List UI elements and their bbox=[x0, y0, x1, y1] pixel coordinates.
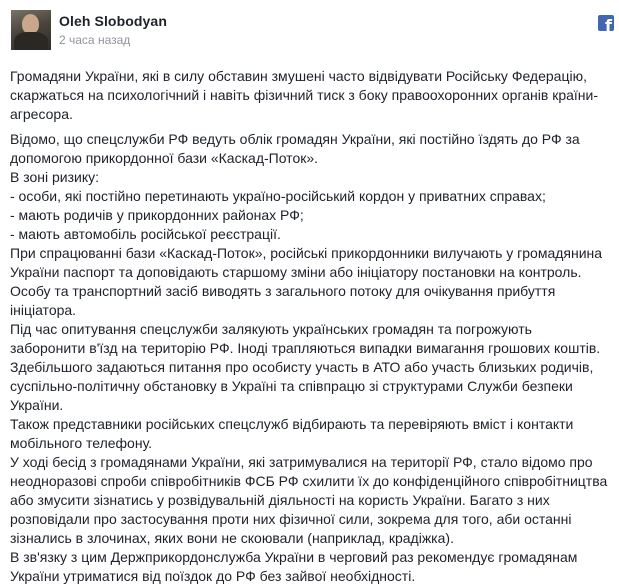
post-line-risk-2: - мають родичів у прикордонних районах РФ; bbox=[10, 207, 304, 223]
post-line-risk-1: - особи, які постійно перетинають україно-російський кордон у приватних справах; bbox=[10, 188, 546, 204]
avatar-body bbox=[14, 32, 48, 50]
author-avatar[interactable] bbox=[11, 10, 51, 50]
post-line-risk-3: - мають автомобіль російської реєстрації. bbox=[10, 226, 281, 242]
avatar-face bbox=[22, 14, 39, 34]
author-name-link[interactable]: Oleh Slobodyan bbox=[59, 13, 167, 29]
post-line-risk-zone: В зоні ризику: bbox=[10, 169, 100, 185]
post-paragraph-intro: Громадяни України, які в силу обставин змушені часто відвідувати Російську Федерацію, скаржаться на психологічний і навіть фізичний тиск з боку правоохоронних органів країни-агресора. bbox=[10, 68, 599, 122]
post-content bbox=[10, 67, 610, 586]
post-line-recommendation: В зв'язку з цим Держприкордонслужба України в черговий раз рекомендує громадянам України утриматися від поїздок до РФ без зайвої необхідності. bbox=[10, 549, 578, 584]
post-line-fsb: У ході бесід з громадянами України, які затримувалися на території РФ, стало відомо про неодноразові спроби співробітників ФСБ РФ схилити їх до конфіденційного співробітництва або змусити зізнатись у розвідувальній діяльності на користь України. Багато з них розповідали про застосування проти них фізичної сили, зокрема для того, аби останні зізнались в злочинах, яких вони не скоювали (наприклад, крадіжка). bbox=[10, 454, 608, 546]
post-line-registry: Відомо, що спецслужби РФ ведуть облік громадян України, які постійно їздять до РФ за допомогою прикордонної бази «Каскад-Поток». bbox=[10, 131, 580, 166]
post-timestamp[interactable]: 2 часа назад bbox=[59, 33, 131, 47]
facebook-icon[interactable]: f bbox=[598, 15, 614, 31]
post-line-phone: Також представники російських спецслужб відбирають та перевіряють вміст і контакти мобільного телефону. bbox=[10, 416, 574, 451]
post-line-passport: При спрацюванні бази «Каскад-Поток», російські прикордонники вилучають у громадянина України паспорт та доповідають старшому зміни або ініціатору постановки на контроль. bbox=[10, 245, 603, 280]
post-line-interrogation: Під час опитування спецслужби залякують українських громадян та погрожують заборонити в'їзд на територію РФ. Іноді трапляються випадки вимагання грошових коштів. Здебільшого задаються питання про особисту участь в АТО або участь близьких родичів, суспільно-політичну обстановку в Україні та співпрацю зі структурами Служби безпеки України. bbox=[10, 321, 601, 413]
post-line-vehicle: Особу та транспортний засіб виводять з загального потоку для очікування прибуття ініціатора. bbox=[10, 283, 556, 318]
